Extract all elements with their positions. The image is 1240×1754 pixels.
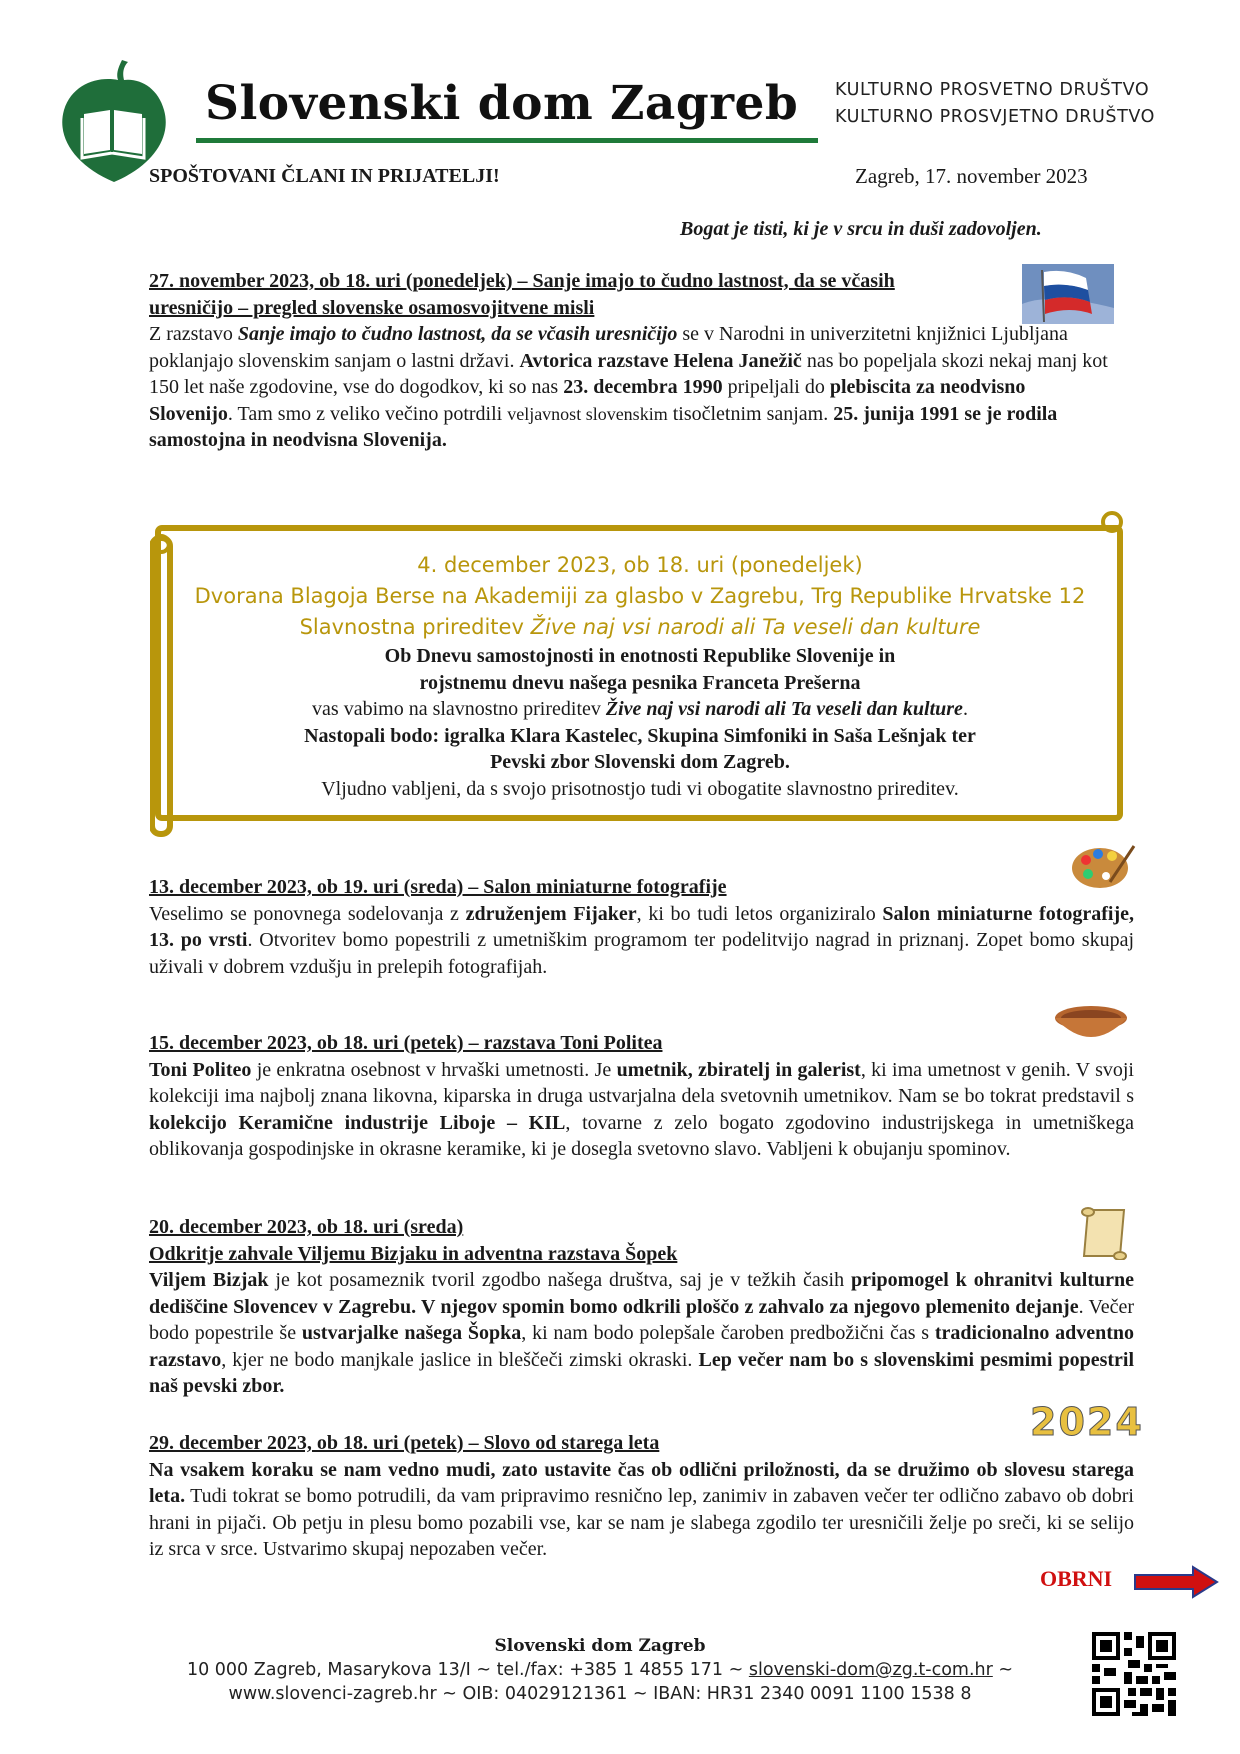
event-4-body: Toni Politeo je enkratna osebnost v hrvaški umetnosti. Je umetnik, zbiratelj in galerist, ki ima umetnost v genih. V svoji kolekciji ima najbolj znana likovna, kiparska in druga ustvarjalna dela svetovnih umetnikov. Nam se bo tokrat predstavil s kolekcijo Keramične industrije Liboje – KIL, tovarne z zelo bogato zgodovino industrijskega in umetniškega oblikovanja gospodinjske in okrasne keramike, ki je dosegla svetovno slavo. Vabljeni k obujanju spominov. (149, 1058, 1134, 1160)
event-3-heading: 13. december 2023, ob 19. uri (sreda) – Salon miniaturne fotografije (149, 876, 727, 898)
event-2-date: 4. december 2023, ob 18. uri (ponedeljek) (417, 553, 863, 577)
footer-title: Slovenski dom Zagreb (494, 1636, 706, 1656)
event-6-body: Na vsakem koraku se nam vedno mudi, zato ustavite čas ob odlični priložnosti, da se družimo ob slovesu starega leta. Tudi tokrat se bomo potrudili, da vam pripravimo resnično lep, zanimiv in zabaven večer ter odlično zabavo ob dobri hrani in pijači. Ob petju in plesu bomo pozabili vse, kar se nam je slabega zgodilo ter uresničili želje po sreči, ki se selijo iz srca v srce. Ustvarimo skupaj nepozaben večer. (149, 1458, 1134, 1560)
event-1 (149, 268, 1134, 454)
brand-underline (196, 138, 818, 143)
event-3-body: Veselimo se ponovnega sodelovanja z združenjem Fijaker, ki bo tudi letos organiziralo Salon miniaturne fotografije, 13. po vrsti. Otvoritev bomo popestrili z umetniškim programom ter podelitvijo nagrad in priznanj. Zopet bomo skupaj uživali v dobrem vzdušju in prelepih fotografijah. (149, 902, 1135, 978)
e1-text: . Tam smo z veliko večino potrdili (227, 402, 508, 425)
event-2-line-1: Ob Dnevu samostojnosti in enotnosti Republike Slovenije in (384, 645, 896, 667)
e1-text: tisočletnim sanjam. (667, 402, 834, 425)
event-1-body (149, 321, 1109, 454)
e1-text: pripeljali do (722, 376, 830, 398)
turn-over-label: OBRNI (1040, 1566, 1113, 1591)
event-2-venue: Dvorana Blagoja Berse na Akademiji za glasbo v Zagrebu, Trg Republike Hrvatske 12 (194, 584, 1086, 608)
event-1-heading-1: 27. november 2023, ob 18. uri (ponedeljek) – Sanje imajo to čudno lastnost, da se včasih (149, 270, 895, 292)
e1-plebiscite: plebiscita za neodvisno Slovenijo (149, 376, 1026, 425)
e1-text: Z razstavo (149, 323, 238, 345)
event-2-line-4: Nastopali bodo: igralka Klara Kastelec, Skupina Simfoniki in Saša Lešnjak ter (304, 724, 976, 747)
footer-email-link[interactable]: slovenski-dom@zg.t-com.hr (748, 1660, 993, 1680)
event-2-title: Slavnostna prireditev Žive naj vsi narodi ali Ta veseli dan kulture (299, 615, 981, 639)
e1-text: se v Narodni in univerzitetni knjižnici Ljubljana poklanjajo slovenskim sanjam o lastni državi. (149, 323, 1068, 372)
e1-independence: 25. junija 1991 se je rodila samostojna in neodvisna Slovenija. (149, 402, 1058, 451)
brand-title: Slovenski dom Zagreb (205, 76, 799, 131)
event-5-heading-1: 20. december 2023, ob 18. uri (sreda) (149, 1216, 464, 1238)
e1-text: nas bo popeljala skozi nekaj manj kot 150 let naše zgodovine, vse do dogodkov, ki so nas (149, 349, 1108, 398)
event-1-heading-2: uresničijo – pregled slovenske osamosvojitvene misli (149, 296, 595, 319)
footer-contact: 10 000 Zagreb, Masarykova 13/I ~ tel./fax: +385 1 4855 171 ~ slovenski-dom@zg.t-com.hr ~ (186, 1660, 1014, 1680)
footer-ids: www.slovenci-zagreb.hr ~ OIB: 04029121361 ~ IBAN: HR31 2340 0091 1100 1538 8 (228, 1684, 972, 1704)
year-badge-text: 2024 (1030, 1400, 1144, 1444)
event-2-line-5: Pevski zbor Slovenski dom Zagreb. (490, 751, 790, 773)
e1-date-1990: 23. decembra 1990 (563, 376, 723, 398)
event-3 (149, 874, 1134, 980)
arrow-right-icon (1133, 1565, 1219, 1599)
org-line-1: KULTURNO PROSVETNO DRUŠTVO (835, 80, 1150, 100)
event-2-line-6: Vljudno vabljeni, da s svojo prisotnostjo tudi vi obogatite slavnostno prireditev. (321, 777, 959, 800)
e1-exhibit-title: Sanje imajo to čudno lastnost, da se včasih uresničijo (237, 323, 678, 345)
greeting: SPOŠTOVANI ČLANI IN PRIJATELJI! (149, 165, 500, 187)
event-5-heading-2: Odkritje zahvale Viljemu Bizjaku in adventna razstava Šopek (149, 1242, 678, 1265)
e1-author: Avtorica razstave Helena Janežič (519, 349, 802, 372)
event-2-line-3: vas vabimo na slavnostno prireditev Žive naj vsi narodi ali Ta veseli dan kulture. (312, 698, 968, 720)
motto: Bogat je tisti, ki je v srcu in duši zadovoljen. (680, 218, 1042, 240)
event-4 (149, 1030, 1134, 1163)
event-2 (180, 550, 1100, 802)
e1-text-small: veljavnost slovenskim (507, 403, 668, 424)
event-6 (149, 1430, 1134, 1563)
event-2-line-2: rojstnemu dnevu našega pesnika Franceta Prešerna (419, 671, 861, 694)
org-line-2: KULTURNO PROSVJETNO DRUŠTVO (835, 107, 1156, 127)
event-4-heading: 15. december 2023, ob 18. uri (petek) – razstava Toni Politea (149, 1032, 663, 1054)
qr-code-icon (1092, 1632, 1176, 1716)
letter-date: Zagreb, 17. november 2023 (855, 164, 1088, 188)
event-5-body: Viljem Bizjak je kot posameznik tvoril zgodbo našega društva, saj je v težkih časih pripomogel k ohranitvi kulturne dediščine Slovencev v Zagrebu. V njegov spomin bomo odkrili ploščo z zahvalo za njegovo plemenito dejanje. Večer bodo popestrile še ustvarjalke našega Šopka, ki nam bodo polepšale čaroben predbožični čas s tradicionalno adventno razstavo, kjer ne bodo manjkale jaslice in bleščeči zimski okraski. Lep večer nam bo s slovenskimi pesmimi popestril naš pevski zbor. (149, 1269, 1135, 1397)
event-6-heading: 29. december 2023, ob 18. uri (petek) – Slovo od starega leta (149, 1432, 660, 1454)
event-5 (149, 1214, 1134, 1400)
